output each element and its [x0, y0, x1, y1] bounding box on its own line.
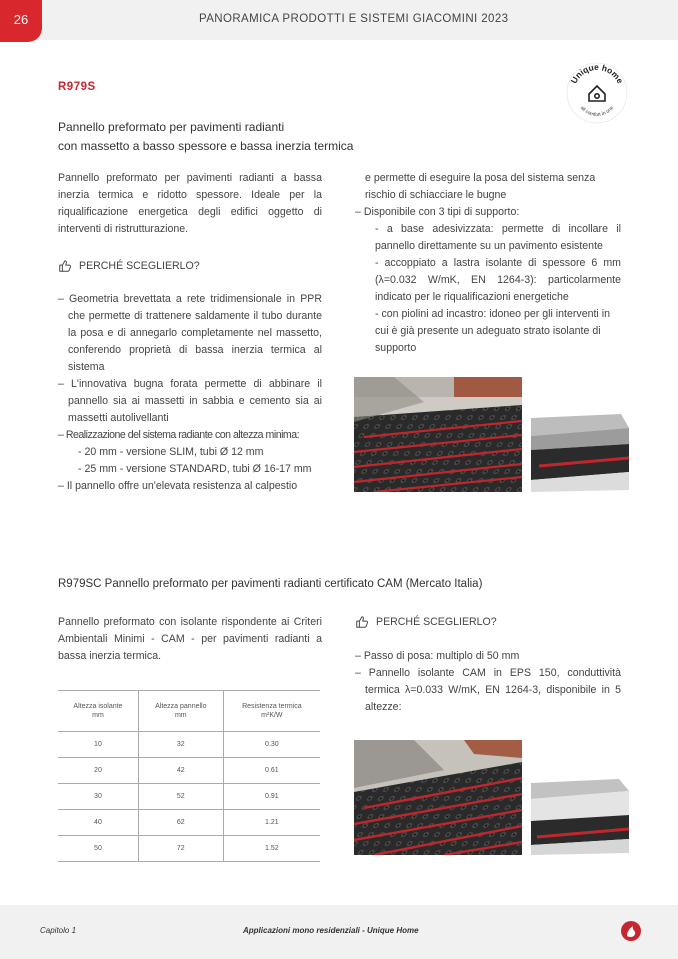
- table-row: [58, 810, 320, 836]
- benefit-item: – Geometria brevettata a rete tridimensionale in PPR che permette di trattenere saldamente il tubo durante la posa e di annegarlo completamente nel massetto, conferendo proprietà di bassa inerzia termica al sistema: [58, 293, 322, 373]
- subtitle-line-1: Pannello preformato per pavimenti radianti: [58, 120, 285, 134]
- table-row: [58, 732, 320, 758]
- support-intro: – Disponibile con 3 tipi di supporto:: [355, 206, 520, 218]
- column-header: Resistenza termica m²K/W: [223, 691, 320, 732]
- table-row: [58, 836, 320, 862]
- thumbs-up-icon: [355, 615, 369, 629]
- intro-paragraph: Pannello preformato per pavimenti radianti a bassa inerzia termica e ridotto spessore. Ideale per la riqualificazione energetica degli edifici oggetto di interventi di ristrutturazione.: [58, 172, 322, 235]
- benefit-item: – Il pannello offre un'elevata resistenza al calpestio: [58, 480, 298, 492]
- panel-installation-photo: [354, 377, 522, 492]
- table-cell: 0.30: [223, 732, 320, 758]
- chapter-label: Capitolo 1: [40, 926, 77, 935]
- benefits-list: [58, 291, 322, 495]
- benefit-item: – Passo di posa: multiplo di 50 mm: [355, 650, 520, 662]
- cam-panel-installation-photo: [354, 740, 522, 855]
- why-choose-row-2: [355, 615, 497, 629]
- table-cell: 10: [58, 732, 138, 758]
- column-2-text: [355, 170, 621, 357]
- product-code: R979S: [58, 81, 96, 93]
- section2-benefits: [355, 648, 621, 716]
- table-cell: 1.21: [223, 810, 320, 836]
- benefit-subitem: - 20 mm - versione SLIM, tubi Ø 12 mm: [78, 446, 264, 458]
- why-choose-label: PERCHÉ SCEGLIERLO?: [376, 616, 497, 628]
- why-choose-label: PERCHÉ SCEGLIERLO?: [79, 260, 200, 272]
- benefit-item: – Pannello isolante CAM in EPS 150, conduttività termica λ=0.033 W/mK, EN 1264-3, disponibile in 5 altezze:: [355, 667, 621, 713]
- subtitle-line-2: con massetto a basso spessore e bassa inerzia termica: [58, 139, 354, 153]
- unique-home-logo: [562, 57, 632, 127]
- badge-brand: Unique home: [568, 61, 626, 86]
- support-item: - a base adesivizzata: permette di incollare il pannello direttamente su un pavimento esistente: [375, 223, 621, 252]
- table-cell: 72: [138, 836, 223, 862]
- table-cell: 40: [58, 810, 138, 836]
- table-cell: 42: [138, 758, 223, 784]
- column-header: Altezza pannello mm: [138, 691, 223, 732]
- table-cell: 0.91: [223, 784, 320, 810]
- table-cell: 62: [138, 810, 223, 836]
- table-cell: 20: [58, 758, 138, 784]
- table-cell: 32: [138, 732, 223, 758]
- continued-text: e permette di eseguire la posa del sistema senza rischio di schiacciare le bugne: [365, 172, 596, 201]
- table-row: [58, 784, 320, 810]
- table-cell: 30: [58, 784, 138, 810]
- table-row: [58, 758, 320, 784]
- benefit-subitem: - 25 mm - versione STANDARD, tubi Ø 16-17 mm: [78, 463, 312, 475]
- why-choose-row: [58, 259, 200, 273]
- table-cell: 50: [58, 836, 138, 862]
- table-cell: 0.61: [223, 758, 320, 784]
- support-item: - accoppiato a lastra isolante di spessore 6 mm (λ=0.032 W/mK, EN 1264-3): particolarmente indicato per le riqualificazioni energetiche: [375, 257, 621, 303]
- benefit-item: – Realizzazione del sistema radiante con altezza minima:: [58, 429, 300, 441]
- section2-heading: R979SC Pannello preformato per pavimenti radianti certificato CAM (Mercato Italia): [58, 578, 483, 590]
- panel-section-photo: [531, 414, 629, 492]
- table-header-row: [58, 691, 320, 732]
- header-title: PANORAMICA PRODOTTI E SISTEMI GIACOMINI 2023: [199, 13, 509, 25]
- table-cell: 1.52: [223, 836, 320, 862]
- giacomini-logo-icon: [620, 920, 642, 942]
- product-subtitle: [58, 118, 353, 156]
- benefit-item: – L'innovativa bugna forata permette di abbinare il pannello sia ai massetti in sabbia e cemento sia ai massetti autolivellanti: [58, 378, 322, 424]
- thermal-resistance-table: [58, 690, 320, 862]
- badge-tagline: all comfort in one: [578, 105, 616, 119]
- section2-intro: Pannello preformato con isolante rispondente ai Criteri Ambientali Minimi - CAM - per pavimenti radianti a bassa inerzia termica.: [58, 616, 322, 662]
- support-item: - con piolini ad incastro: idoneo per gli interventi in cui è già presente un adeguato strato isolante di supporto: [375, 308, 610, 354]
- column-header: Altezza isolante mm: [58, 691, 138, 732]
- thumbs-up-icon: [58, 259, 72, 273]
- cam-panel-section-photo: [531, 779, 629, 855]
- page-number: 26: [0, 0, 42, 42]
- table-cell: 52: [138, 784, 223, 810]
- footer-title: Applicazioni mono residenziali - Unique Home: [243, 926, 419, 935]
